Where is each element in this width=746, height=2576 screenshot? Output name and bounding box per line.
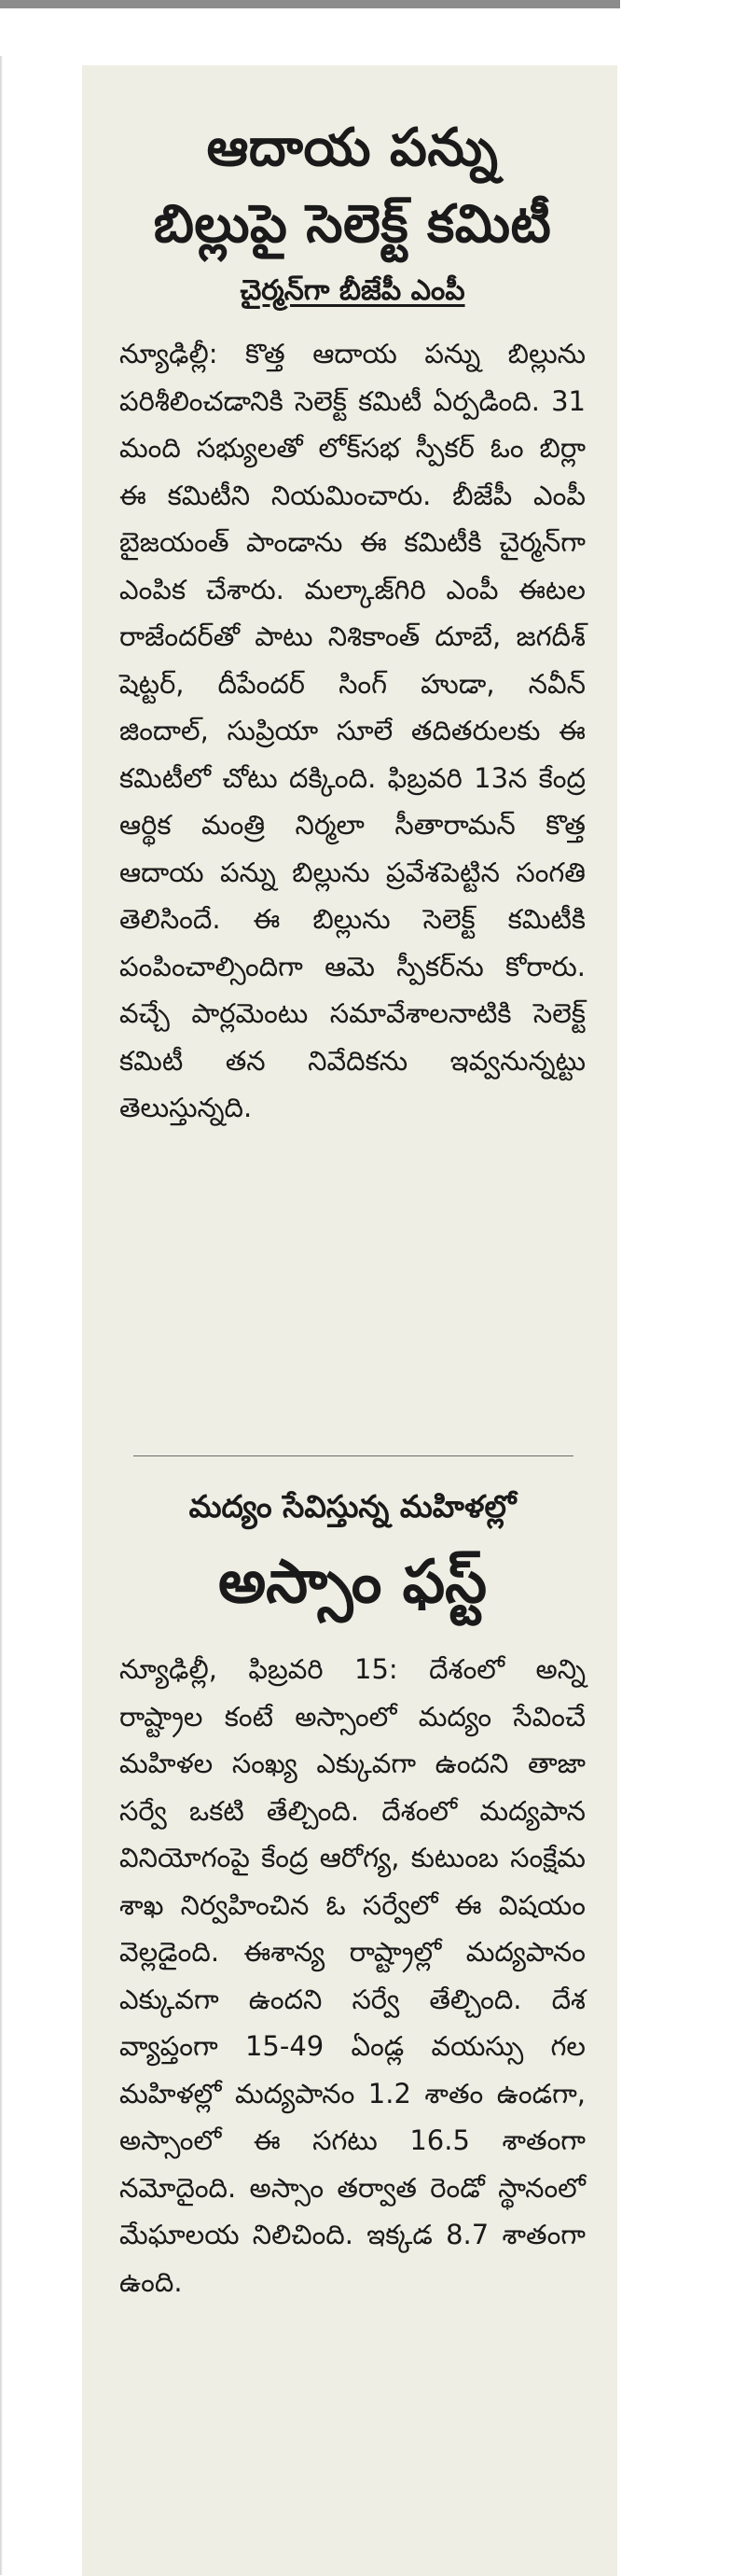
top-rule	[0, 0, 620, 8]
newspaper-clipping	[82, 65, 617, 2576]
article-divider	[133, 1455, 573, 1456]
headline-line-2: బిల్లుపై సెలెక్ట్ కమిటీ	[153, 194, 552, 255]
headline: అస్సాం ఫస్ట్	[217, 1548, 488, 1617]
headline-line-1: ఆదాయ పన్ను	[206, 118, 499, 178]
article-income-tax-bill	[119, 110, 586, 1132]
subheadline: చైర్మన్‌గా బీజేపీ ఎంపీ	[240, 274, 465, 307]
article-body: న్యూఢిల్లీ, ఫిబ్రవరి 15: దేశంలో అన్ని రాష్ట్రాల కంటే అస్సాంలో మద్యం సేవించే మహిళల సంఖ్య ఎక్కువగా ఉందని తాజా సర్వే ఒకటి తేల్చింది. దేశంలో మద్యపాన వినియోగంపై కేంద్ర ఆరోగ్య, కుటుంబ సంక్షేమ శాఖ నిర్వహించిన ఓ సర్వేలో ఈ విషయం వెల్లడైంది. ఈశాన్య రాష్ట్రాల్లో మద్యపానం ఎక్కువగా ఉందని సర్వే తేల్చింది. దేశ వ్యాప్తంగా 15-49 ఏండ్ల వయస్సు గల మహిళల్లో మద్యపానం 1.2 శాతం ఉండగా, అస్సాంలో ఈ సగటు 16.5 శాతంగా నమోదైంది. అస్సాం తర్వాత రెండో స్థానంలో మేఘాలయ నిలిచింది. ఇక్కడ 8.7 శాతంగా ఉంది.	[119, 1653, 586, 2298]
page-edge-shadow	[0, 56, 3, 2575]
article-body: న్యూఢిల్లీ: కొత్త ఆదాయ పన్ను బిల్లును పరిశీలించడానికి సెలెక్ట్ కమిటీ ఏర్పడింది. 31 మంది సభ్యులతో లోక్‌సభ స్పీకర్ ఓం బిర్లా ఈ కమిటీని నియమించారు. బీజేపీ ఎంపీ బైజయంత్ పాండాను ఈ కమిటీకి చైర్మన్‌గా ఎంపిక చేశారు. మల్కాజ్‌గిరి ఎంపీ ఈటల రాజేందర్‌తో పాటు నిశికాంత్ దూబే, జగదీశ్ షెట్టర్, దీపేందర్ సింగ్ హుడా, నవీన్ జిందాల్, సుప్రియా సూలే తదితరులకు ఈ కమిటీలో చోటు దక్కింది. ఫిబ్రవరి 13న కేంద్ర ఆర్థిక మంత్రి నిర్మలా సీతారామన్ కొత్త ఆదాయ పన్ను బిల్లును ప్రవేశపెట్టిన సంగతి తెలిసిందే. ఈ బిల్లును సెలెక్ట్ కమిటీకి పంపించాల్సిందిగా ఆమె స్పీకర్‌ను కోరారు. వచ్చే పార్లమెంటు సమావేశాలనాటికి సెలెక్ట్ కమిటీ తన నివేదికను ఇవ్వనున్నట్టు తెలుస్తున్నది.	[119, 338, 586, 1123]
kicker: మద్యం సేవిస్తున్న మహిళల్లో	[188, 1488, 517, 1525]
article-assam-first	[119, 1483, 586, 2305]
